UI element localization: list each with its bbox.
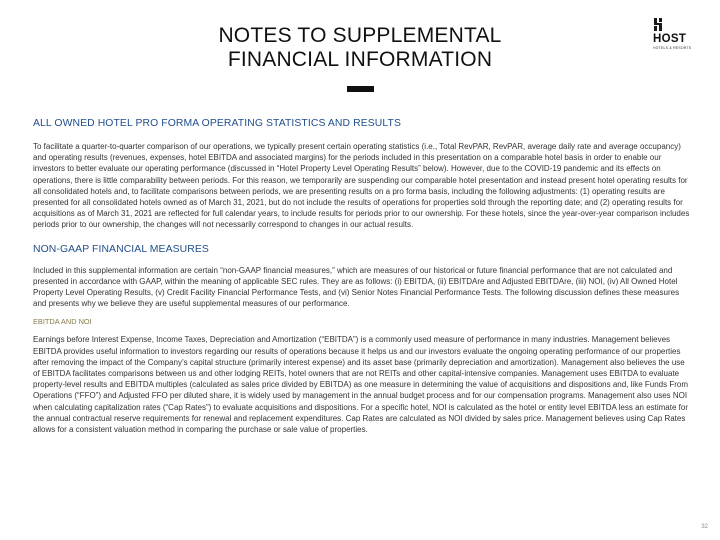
page-number: 32 [701, 524, 708, 530]
section-heading-pro-forma: ALL OWNED HOTEL PRO FORMA OPERATING STATISTICS AND RESULTS [33, 118, 401, 129]
section-heading-non-gaap: NON-GAAP FINANCIAL MEASURES [33, 243, 209, 255]
host-logo [652, 18, 702, 50]
notes-content [33, 117, 693, 435]
subsection-heading-ebitda: EBITDA AND NOI [33, 317, 92, 327]
host-logo-tagline: HOTELS & RESORTS [653, 46, 692, 50]
host-logo-word: HOST [653, 33, 687, 45]
page-title-line-1: NOTES TO SUPPLEMENTAL [218, 24, 502, 47]
subsection-body-ebitda: Earnings before Interest Expense, Income Taxes, Depreciation and Amortization (“EBITDA”) is a commonly used measure of performance in many industries. Management believes EBITDA provides useful information to investors regarding our results of operations because it helps us and our investors evaluate the ongoing operating performance of our properties after removing the impact of the Company’s capital structure (primarily interest expense) and its asset base (primarily depreciation and amortization). Management also believes the use of EBITDA facilitates comparisons between us and other lodging REITs, hotel owners that are not REITs and other capital-intensive companies. Management uses EBITDA to evaluate property-level results and EBITDA multiples (calculated as sales price divided by EBITDA) as one measure in determining the value of acquisitions and dispositions and, like Funds From Operations (“FFO”) and Adjusted FFO per diluted share, it is widely used by management in the annual budget process and for our compensation programs. Management also uses NOI when calculating capitalization rates (“Cap Rates”) to evaluate acquisitions and dispositions. For a specific hotel, NOI is calculated as the hotel or entity level EBITDA less an estimate for the annual contractual reserve requirements for renewal and replacement expenditures. Cap Rates are calculated as NOI divided by sales price. Management believes using Cap Rates allows for a consistent valuation method in comparing the purchase or sale value of properties. [33, 335, 688, 435]
section-body-pro-forma: To facilitate a quarter-to-quarter comparison of our operations, we typically present certain operating statistics (i.e., Total RevPAR, RevPAR, average daily rate and average occupancy) and operating results (revenues, expenses, hotel EBITDA and associated margins) for the periods included in this presentation on a comparable hotel basis in order to enable our investors to better evaluate our operating performance (discussed in “Hotel Property Level Operating Results” below). However, due to the COVID-19 pandemic and its effects on operations, there is little comparability between periods. For this reason, we temporarily are suspending our comparable hotel presentation and instead present hotel operating results for all consolidated hotels and, to facilitate comparisons between periods, we are presenting results on a pro forma basis, including the following adjustments: (1) operating results are presented for all consolidated hotels owned as of March 31, 2021, but do not include the results of operations for properties sold through the reporting date; and (2) operating results for acquisitions as of March 31, 2021 are reflected for full calendar years, to include results for periods prior to our ownership. For these hotels, since the year-over-year comparison includes periods prior to our ownership, the changes will not necessarily correspond to changes in our actual results. [33, 142, 690, 230]
section-body-non-gaap: Included in this supplemental information are certain “non-GAAP financial measures,” which are measures of our historical or future financial performance that are not calculated and presented in accordance with GAAP, within the meaning of applicable SEC rules. They are as follows: (i) EBITDA, (ii) EBITDAre and Adjusted EBITDAre, (iii) NOI, (iv) All Owned Hotel Property Level Operating Results, (v) Credit Facility Financial Performance Tests, and (vi) Senior Notes Financial Performance Tests. The following discussion defines these measures and presents why we believe they are useful supplemental measures of our performance. [33, 265, 680, 309]
page-title-line-2: FINANCIAL INFORMATION [227, 48, 493, 71]
host-logo-icon [652, 18, 666, 32]
title-divider [347, 86, 374, 92]
page-title [150, 24, 570, 72]
